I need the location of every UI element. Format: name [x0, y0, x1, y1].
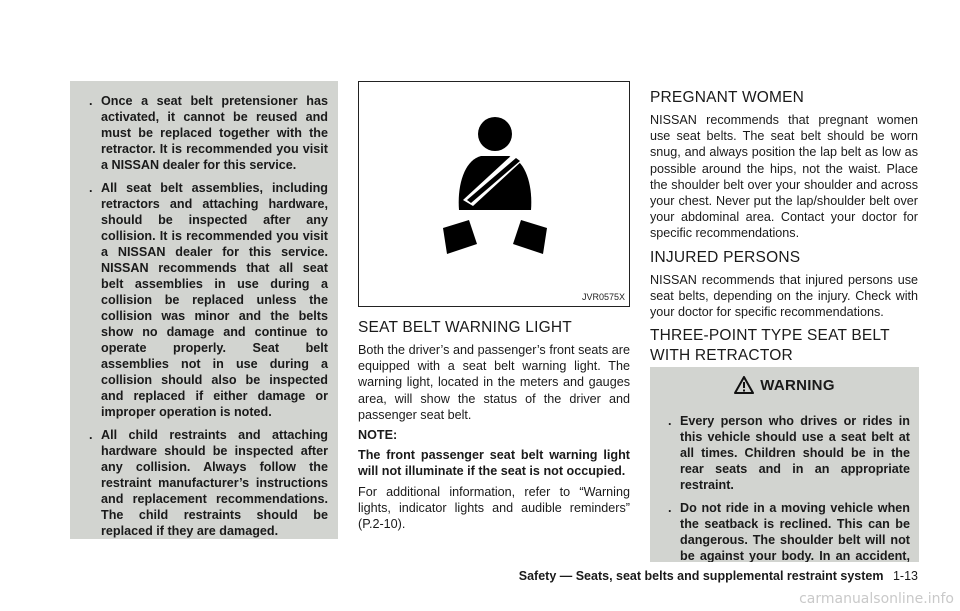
- warning-list: [650, 403, 919, 562]
- left-warning-box: [70, 81, 338, 539]
- left-warning-text-1: Once a seat belt pretensioner has activated, it cannot be reused and must be replaced together with the retractor. It is recommended you visit a NISSAN dealer for this service.: [101, 94, 328, 172]
- list-item: . Do not ride in a moving vehicle when the seatback is reclined. This can be dangerous. The shoulder belt will not be against your body. In an accident,: [650, 500, 910, 562]
- left-warning-text-3: All child restraints and attaching hardware should be inspected after any collision. Always follow the restraint manufacturer’s instructions and replacement recommendations. The child restraints should be replaced if they are damaged.: [101, 428, 328, 538]
- watermark: carmanualsonline.info: [799, 591, 954, 607]
- footer-section: Safety — Seats, seat belts and supplemental restraint system: [518, 569, 884, 583]
- warning-text-1: Every person who drives or rides in this vehicle should use a seat belt at all times. Children should be in the rear seats and in an appropriate restraint.: [680, 414, 910, 492]
- left-warning-list: [70, 81, 338, 539]
- note-label: NOTE:: [358, 428, 398, 443]
- figure-id: JVR0575X: [581, 292, 625, 302]
- seat-belt-figure: [358, 81, 630, 307]
- list-item: . Once a seat belt pretensioner has activated, it cannot be reused and must be replaced together with the retractor. It is recommended you visit a NISSAN dealer for this service.: [89, 94, 328, 172]
- page-number: 1-13: [892, 569, 918, 583]
- list-item: . All seat belt assemblies, including retractors and attaching hardware, should be inspected after any collision. It is recommended you visit a NISSAN dealer for this service. NISSAN recommends that all seat belt assemblies in use during a collision be replaced unless the collision was minor and the belts show no damage and continue to operate properly. Seat belt assemblies not in use during a collision should also be inspected and replaced if either damage or improper operation is noted.: [89, 181, 328, 419]
- paragraph: NISSAN recommends that pregnant women use seat belts. The seat belt should be worn snug, and always position the lap belt as low as possible around the hips, not the waist. Place the shoulder belt over your shoulder and across your chest. Never put the lap/shoulder belt over your abdominal area. Contact your doctor for specific recommendations.: [650, 113, 918, 241]
- list-item: . All child restraints and attaching hardware should be inspected after any collision. Always follow the restraint manufacturer’s instructions and replacement recommendations. The child restraints should be replaced if they are damaged.: [89, 428, 328, 538]
- right-column-text: [650, 88, 918, 366]
- warning-text-2: Do not ride in a moving vehicle when the seatback is reclined. This can be dangerous. The shoulder belt will not be against your body. In an accident,: [680, 501, 910, 562]
- section-heading: THREE-POINT TYPE SEAT BELT WITH RETRACTOR: [650, 327, 890, 365]
- seat-belt-light-section: [358, 318, 630, 532]
- warning-title-text: WARNING: [760, 376, 835, 394]
- list-item: . Every person who drives or rides in this vehicle should use a seat belt at all times. Children should be in the rear seats and in an appropriate restraint.: [668, 414, 910, 492]
- seat-belt-warning-icon: [435, 114, 555, 264]
- warning-title: [650, 367, 919, 403]
- left-warning-text-2: All seat belt assemblies, including retractors and attaching hardware, should be inspected after any collision. It is recommended you visit a NISSAN dealer for this service. NISSAN recommends that all seat belt assemblies in use during a collision be replaced unless the collision was minor and the belts show no damage and continue to operate properly. Seat belt assemblies not in use during a collision should also be inspected and replaced if either damage or improper operation is noted.: [101, 181, 328, 419]
- paragraph: NISSAN recommends that injured persons use seat belts, depending on the injury. Check with your doctor for specific recommendations.: [650, 272, 918, 320]
- warning-triangle-icon: [734, 376, 754, 394]
- section-heading: SEAT BELT WARNING LIGHT: [358, 319, 572, 336]
- section-heading: INJURED PERSONS: [650, 248, 801, 266]
- section-heading: PREGNANT WOMEN: [650, 89, 805, 106]
- reference-text: For additional information, refer to “Warning lights, indicator lights and audible reminders” (P.2-10).: [358, 484, 630, 532]
- paragraph: Both the driver’s and passenger’s front seats are equipped with a seat belt warning light. The warning light, located in the meters and gauges area, will show the status of the driver and passenger seat belt.: [358, 343, 630, 422]
- right-warning-box: [650, 367, 919, 562]
- page-footer: [519, 569, 918, 583]
- note-text: The front passenger seat belt warning light will not illuminate if the seat is not occupied.: [358, 448, 630, 479]
